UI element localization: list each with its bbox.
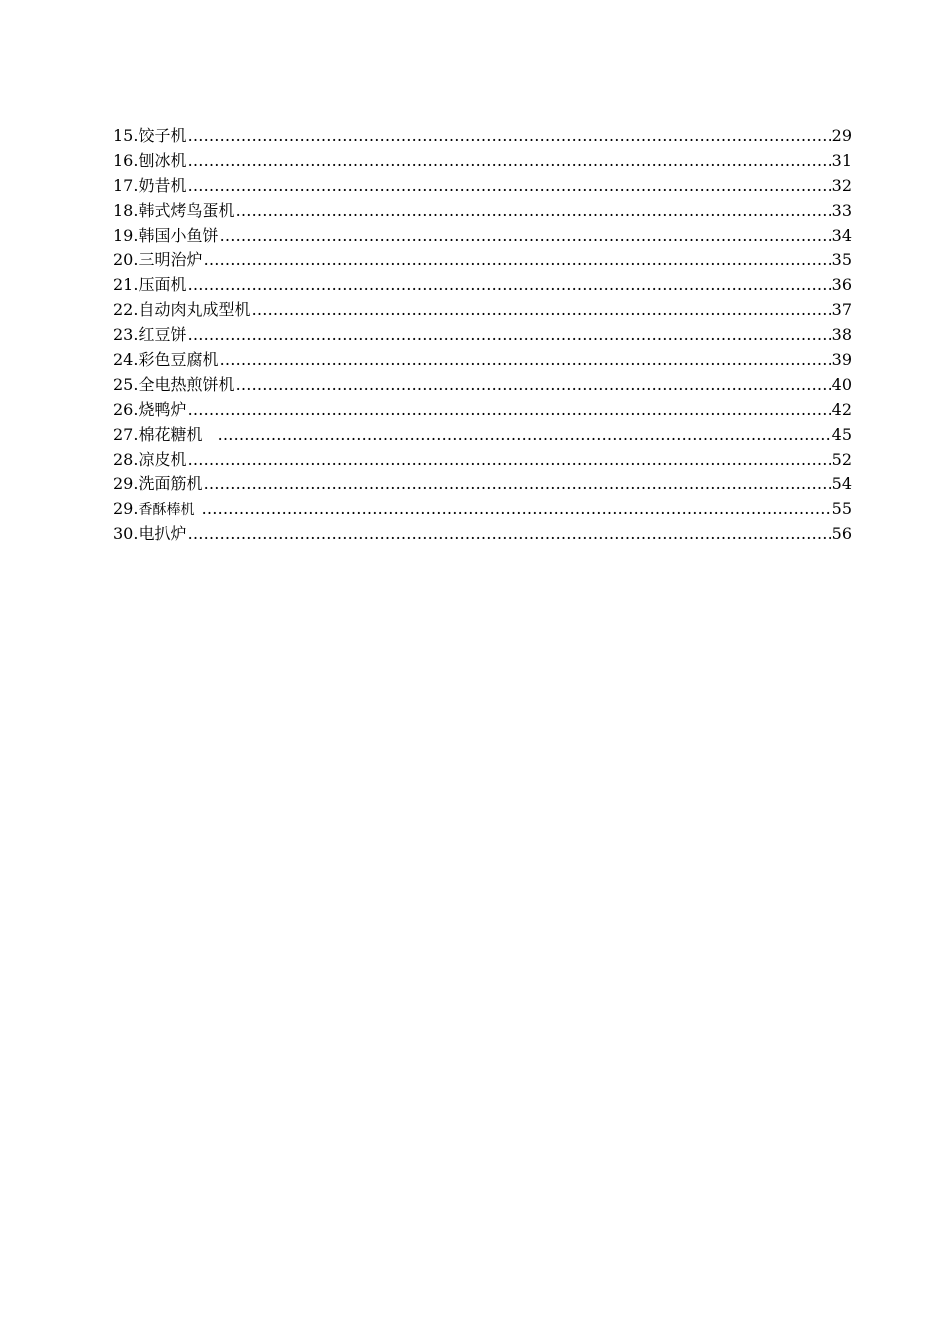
toc-dot-leader <box>187 448 830 473</box>
toc-entry[interactable] <box>113 199 852 224</box>
toc-entry-page: 40 <box>831 374 852 394</box>
toc-entry-page: 52 <box>831 449 852 469</box>
toc-entry-number: 24. <box>113 350 139 370</box>
toc-entry-title: 三明治炉 <box>138 250 203 270</box>
toc-entry-number: 20. <box>113 250 139 270</box>
toc-entry[interactable] <box>113 224 852 249</box>
toc-entry-page: 38 <box>831 325 852 345</box>
toc-entry-number: 29. <box>113 474 139 494</box>
toc-entry[interactable] <box>113 149 852 174</box>
toc-entry-page: 54 <box>831 474 852 494</box>
toc-entry-title: 韩国小鱼饼 <box>138 225 219 245</box>
toc-entry[interactable] <box>113 124 852 149</box>
toc-entry[interactable] <box>113 348 852 373</box>
toc-entry-title: 洗面筋机 <box>138 474 203 494</box>
toc-entry[interactable] <box>113 472 852 497</box>
toc-dot-leader <box>187 273 830 298</box>
toc-entry-title: 饺子机 <box>138 126 187 145</box>
toc-entry-number: 16. <box>113 150 139 170</box>
toc-entry-page: 36 <box>831 275 852 295</box>
toc-dot-leader <box>187 124 830 149</box>
toc-entry-page: 56 <box>831 524 852 544</box>
toc-dot-leader <box>203 248 830 273</box>
toc-entry[interactable] <box>113 273 852 298</box>
toc-entry-title: 韩式烤鸟蛋机 <box>138 200 235 220</box>
toc-entry-title: 彩色豆腐机 <box>138 350 219 370</box>
toc-entry-page: 55 <box>831 499 852 519</box>
toc-entry-number: 18. <box>113 200 139 220</box>
toc-entry[interactable] <box>113 323 852 348</box>
toc-entry-page: 45 <box>831 424 852 444</box>
toc-entry-page: 29 <box>831 126 852 145</box>
toc-dot-leader <box>219 224 830 249</box>
toc-entry[interactable] <box>113 373 852 398</box>
toc-entry-title: 烧鸭炉 <box>138 399 187 419</box>
toc-entry[interactable] <box>113 522 852 547</box>
toc-entry[interactable] <box>113 398 852 423</box>
toc-dot-leader <box>203 472 830 497</box>
toc-dot-leader <box>219 348 830 373</box>
toc-entry-title: 刨冰机 <box>138 150 187 170</box>
toc-entry-number: 23. <box>113 325 139 345</box>
toc-entry[interactable] <box>113 423 852 448</box>
toc-dot-leader <box>217 423 830 448</box>
toc-dot-leader <box>235 199 830 224</box>
toc-dot-leader <box>187 149 830 174</box>
toc-dot-leader <box>235 373 830 398</box>
toc-entry-page: 31 <box>831 150 852 170</box>
toc-dot-leader <box>187 323 830 348</box>
toc-entry-page: 42 <box>831 399 852 419</box>
toc-dot-leader <box>187 522 830 547</box>
toc-entry-number: 22. <box>113 300 139 320</box>
toc-entry-title: 香酥棒机 <box>138 502 195 519</box>
toc-entry-number: 29. <box>113 499 139 519</box>
toc-entry[interactable] <box>113 174 852 199</box>
table-of-contents <box>113 124 852 547</box>
toc-entry-number: 25. <box>113 374 139 394</box>
toc-entry-page: 34 <box>831 225 852 245</box>
toc-entry-title: 棉花糖机 <box>138 424 203 444</box>
toc-entry[interactable] <box>113 248 852 273</box>
toc-entry-number: 26. <box>113 399 139 419</box>
toc-entry-title: 全电热煎饼机 <box>138 374 235 394</box>
toc-entry-page: 39 <box>831 350 852 370</box>
toc-entry[interactable] <box>113 298 852 323</box>
toc-entry-page: 32 <box>831 175 852 195</box>
toc-dot-leader <box>187 398 830 423</box>
toc-entry-title: 奶昔机 <box>138 175 187 195</box>
toc-entry[interactable] <box>113 497 852 522</box>
toc-dot-leader <box>201 497 830 522</box>
toc-entry-title: 凉皮机 <box>138 449 187 469</box>
toc-entry-page: 35 <box>831 250 852 270</box>
toc-entry-title: 压面机 <box>138 275 187 295</box>
toc-entry-title: 红豆饼 <box>138 325 187 345</box>
toc-entry-number: 27. <box>113 424 139 444</box>
toc-entry-page: 37 <box>831 300 852 320</box>
toc-entry-number: 19. <box>113 225 139 245</box>
toc-entry-number: 30. <box>113 524 139 544</box>
toc-entry-number: 28. <box>113 449 139 469</box>
toc-dot-leader <box>187 174 830 199</box>
toc-entry-number: 21. <box>113 275 139 295</box>
toc-entry-page: 33 <box>831 200 852 220</box>
toc-entry[interactable] <box>113 448 852 473</box>
toc-entry-number: 17. <box>113 175 139 195</box>
toc-dot-leader <box>251 298 830 323</box>
toc-entry-title: 自动肉丸成型机 <box>138 300 251 320</box>
toc-entry-number: 15. <box>113 126 139 145</box>
toc-entry-title: 电扒炉 <box>138 524 187 544</box>
